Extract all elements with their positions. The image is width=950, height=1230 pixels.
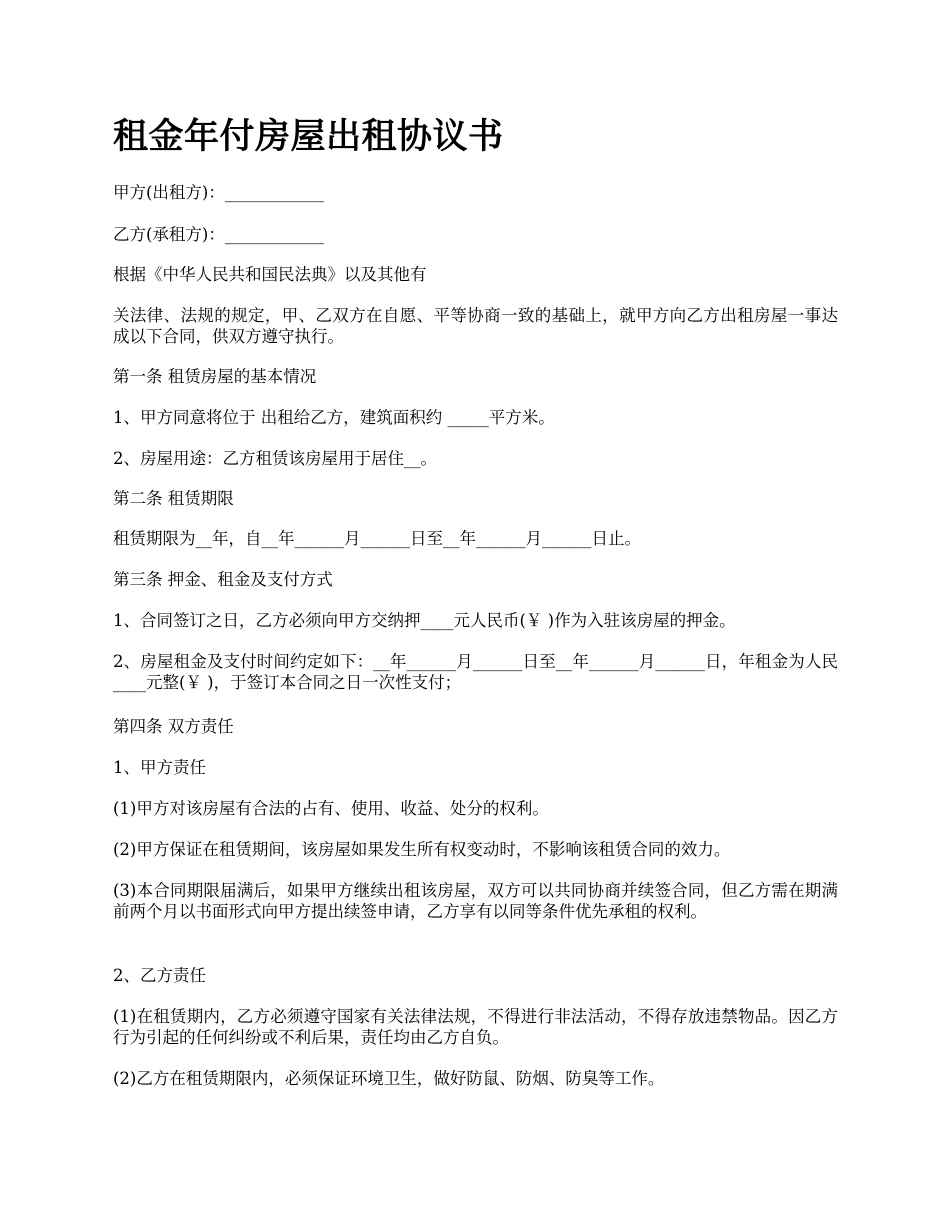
article-3-heading: 第三条 押金、租金及支付方式: [113, 570, 333, 589]
party-b-duties-heading: 2、乙方责任: [113, 966, 206, 985]
party-a-duty-2: (2)甲方保证在租赁期间，该房屋如果发生所有权变动时，不影响该租赁合同的效力。: [113, 840, 731, 859]
article-1-item-1: 1、甲方同意将位于 出租给乙方，建筑面积约 _____平方米。: [113, 408, 555, 427]
preamble-paragraph: 关法律、法规的规定，甲、乙双方在自愿、平等协商一致的基础上，就甲方向乙方出租房屋一事达成以下合同，供双方遵守执行。: [113, 306, 838, 346]
legal-basis-line: 根据《中华人民共和国民法典》以及其他有: [113, 265, 427, 284]
party-a-duties-heading: 1、甲方责任: [113, 758, 206, 777]
party-b-line: 乙方(承租方)：____________: [113, 225, 324, 244]
lease-term-line: 租赁期限为__年，自__年______月______日至__年______月______日止。: [113, 529, 641, 548]
article-4-heading: 第四条 双方责任: [113, 717, 234, 736]
article-3-item-1: 1、合同签订之日，乙方必须向甲方交纳押____元人民币(￥ )作为入驻该房屋的押金。: [113, 611, 736, 630]
article-3-item-2: 2、房屋租金及支付时间约定如下：__年______月______日至__年______月______日，年租金为人民____元整(￥ )，于签订本合同之日一次性支付；: [113, 652, 838, 692]
document-title: 租金年付房屋出租协议书: [113, 117, 504, 157]
party-a-line: 甲方(出租方)：____________: [113, 183, 324, 202]
party-a-duty-3: (3)本合同期限届满后，如果甲方继续出租该房屋，双方可以共同协商并续签合同，但乙方需在期满前两个月以书面形式向甲方提出续签申请，乙方享有以同等条件优先承租的权利。: [113, 881, 838, 921]
article-2-heading: 第二条 租赁期限: [113, 489, 234, 508]
article-1-heading: 第一条 租赁房屋的基本情况: [113, 367, 317, 386]
party-a-duty-1: (1)甲方对该房屋有合法的占有、使用、收益、处分的权利。: [113, 799, 549, 818]
party-b-duty-1: (1)在租赁期内，乙方必须遵守国家有关法律法规，不得进行非法活动，不得存放违禁物品。因乙方行为引起的任何纠纷或不利后果，责任均由乙方自负。: [113, 1007, 838, 1047]
article-1-item-2: 2、房屋用途：乙方租赁该房屋用于居住__。: [113, 449, 437, 468]
party-b-duty-2: (2)乙方在租赁期限内，必须保证环境卫生，做好防鼠、防烟、防臭等工作。: [113, 1069, 665, 1088]
